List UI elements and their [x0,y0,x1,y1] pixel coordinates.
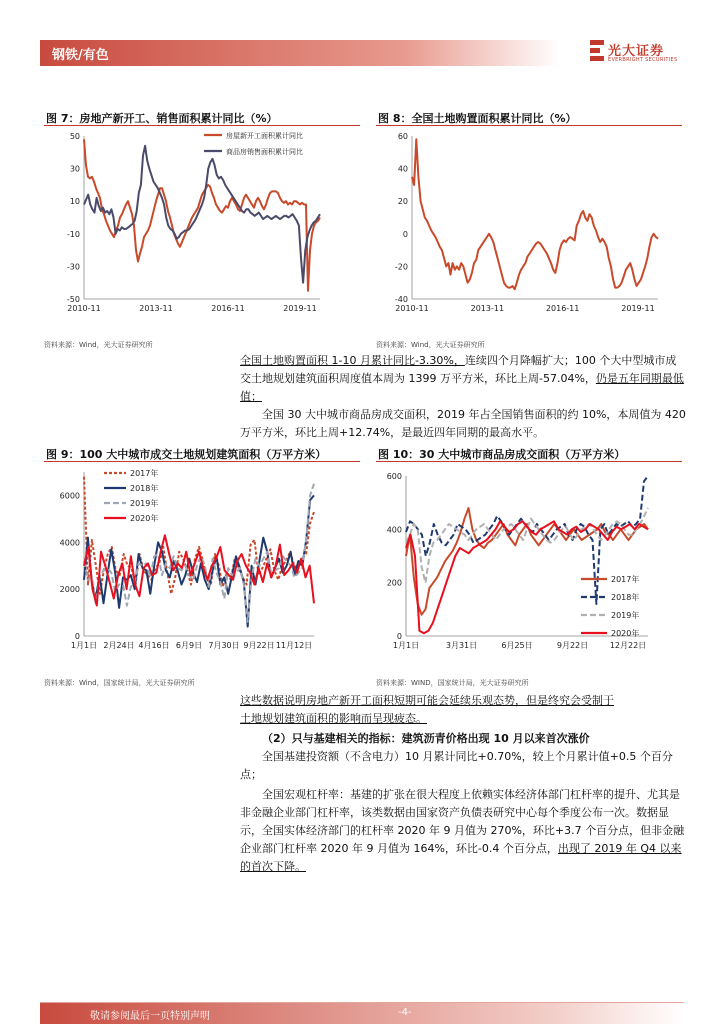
paragraph-infrastructure: 全国基建投资额（不含电力）10 月累计同比+0.70%，较上个月累计值+0.5 个百分点； [240,750,673,781]
fig10-x-tick-label: 12月22日 [609,641,647,650]
fig9-x-tick-label: 1月1日 [70,641,98,650]
page-number: -4- [398,1007,412,1018]
brand-name-en: EVERBRIGHT SECURITIES [608,57,678,63]
fig9-y-tick-label: 0 [74,632,80,641]
fig7-source: 资料来源：Wind，光大证券研究所 [44,341,153,349]
leverage-highlight: 出现了 2019 年 Q4 以来的首次下降。 [240,842,682,873]
fig9-legend-label-0: 2017年 [130,469,159,478]
fig10-x-tick-label: 9月22日 [556,641,589,650]
fig8-x-tick-label: 2019-11 [621,304,655,313]
fig10-x-tick-label: 3月31日 [445,641,478,650]
fig9-x-tick-label: 7月30日 [208,641,240,650]
section-subheading: （2）只与基建相关的指标：建筑沥青价格出现 10 月以来首次涨价 [262,732,590,745]
fig8-y-tick-label: -20 [394,262,408,272]
fig7-x-tick-label: 2010-11 [67,304,101,313]
fig9-y-tick-label: 2000 [59,585,80,595]
section-label: 钢铁/有色 [52,48,109,63]
brand-name: 光大证券 [608,44,665,59]
fig8-series-line-0 [412,139,658,289]
fig10-legend-label-2: 2019年 [611,611,640,620]
land-purchase-tail: 仍是五年同期最低值； [240,372,684,403]
fig7-y-tick-label: 30 [69,164,80,174]
paragraph-housing-sales: 全国 30 大中城市商品房成交面积，2019 年占全国销售面积的约 10%，本周值为 420 万平方米，环比上周+12.74%，是最近四年同期的最高水平。 [240,408,686,439]
fig10-x-tick-label: 1月1日 [392,641,420,650]
fig9-x-tick-label: 9月22日 [243,641,275,650]
fig7-chart [44,128,360,318]
fig10-series-line-2 [406,508,648,583]
fig10-title: 图 10：30 大中城市商品房成交面积（万平方米） [378,448,626,461]
fig7-title-rule [44,125,360,126]
conclusion-line2: 土地规划建筑面积的影响而呈现疲态。 [240,712,427,725]
fig7-y-tick-label: 50 [69,132,80,141]
fig8-y-tick-label: 40 [397,164,408,174]
fig7-legend-label-0: 房屋新开工面积累计同比 [226,132,303,140]
fig9-legend-label-3: 2020年 [130,514,159,523]
fig9-y-tick-label: 4000 [59,538,80,548]
fig8-chart [376,128,682,318]
fig7-x-tick-label: 2013-11 [139,304,173,313]
fig7-x-tick-label: 2016-11 [211,304,245,313]
fig8-source: 资料来源：Wind，光大证券研究所 [376,341,485,349]
fig9-x-tick-label: 11月12日 [275,641,313,650]
fig10-y-tick-label: 0 [396,632,402,641]
fig10-legend-label-0: 2017年 [611,575,640,584]
fig9-legend-label-1: 2018年 [130,484,159,493]
brand-logo-icon [590,40,604,62]
fig8-y-tick-label: 0 [402,229,408,239]
fig10-legend-label-1: 2018年 [611,593,640,602]
fig8-x-tick-label: 2010-11 [395,304,429,313]
fig10-legend-label-3: 2020年 [611,629,640,638]
fig9-source: 资料来源：Wind，国家统计局，光大证券研究所 [44,679,195,687]
fig7-title: 图 7：房地产新开工、销售面积累计同比（%） [46,112,278,125]
fig8-title-rule [376,125,682,126]
fig7-legend-label-1: 商品房销售面积累计同比 [226,148,303,156]
fig10-y-tick-label: 400 [386,525,402,535]
paragraph-leverage [240,786,686,876]
fig7-series-line-1 [84,146,320,283]
fig10-title-rule [376,461,682,462]
fig9-y-tick-label: 6000 [59,491,80,501]
fig9-title: 图 9：100 大中城市成交土地规划建筑面积（万平方米） [46,448,327,461]
fig10-y-tick-label: 600 [386,472,402,481]
fig7-y-tick-label: -30 [66,262,80,272]
conclusion-line1: 这些数据说明房地产新开工面积短期可能会延续乐观态势，但是终究会受制于 [240,694,614,707]
fig8-y-tick-label: 20 [397,197,408,207]
fig9-x-tick-label: 6月9日 [175,641,203,650]
fig10-chart [376,464,682,662]
paragraph-conclusion [240,692,686,728]
leverage-body: 全国宏观杠杆率：基建的扩张在很大程度上依赖实体经济体部门杠杆率的提升、尤其是非金融企业部门杠杆率，该类数据由国家资产负债表研究中心每个季度公布一次。数据显示，全国实体经济部门的杠杆率 2020 年 9 月值为 270%，环比+3.7 个百分点，但非金融企业部门杠杆率 2020 年 9 月值为 164%，环比-0.4 个百分点， [240,788,685,855]
fig8-y-tick-label: -40 [394,295,408,304]
fig8-x-tick-label: 2016-11 [545,304,580,313]
fig8-x-tick-label: 2013-11 [470,304,505,313]
fig7-y-tick-label: -10 [66,229,80,239]
fig9-chart [44,464,360,662]
paragraph-land-purchase [240,352,686,406]
fig9-x-tick-label: 2月24日 [103,641,135,650]
land-purchase-body: 连续四个月降幅扩大；100 个大中型城市成交土地规划建筑面积周度值本周为 1399 万平方米，环比上周-57.04%， [240,354,677,385]
fig7-x-tick-label: 2019-11 [283,304,317,313]
fig8-y-tick-label: 60 [397,132,408,141]
land-purchase-highlight: 全国土地购置面积 1-10 月累计同比-3.30%， [240,354,465,367]
header-bar [40,40,560,66]
fig10-x-tick-label: 6月25日 [501,641,533,650]
fig9-legend-label-2: 2019年 [130,499,159,508]
fig8-title: 图 8：全国土地购置面积累计同比（%） [378,112,577,125]
fig10-y-tick-label: 200 [386,578,402,588]
fig7-y-tick-label: 10 [69,197,80,207]
fig10-source: 资料来源：WIND，国家统计局，光大证券研究所 [376,679,529,687]
footer-disclaimer: 敬请参阅最后一页特别声明 [90,1011,210,1022]
fig9-title-rule [44,461,360,462]
fig9-x-tick-label: 4月16日 [138,641,170,650]
fig7-y-tick-label: -50 [66,295,80,304]
